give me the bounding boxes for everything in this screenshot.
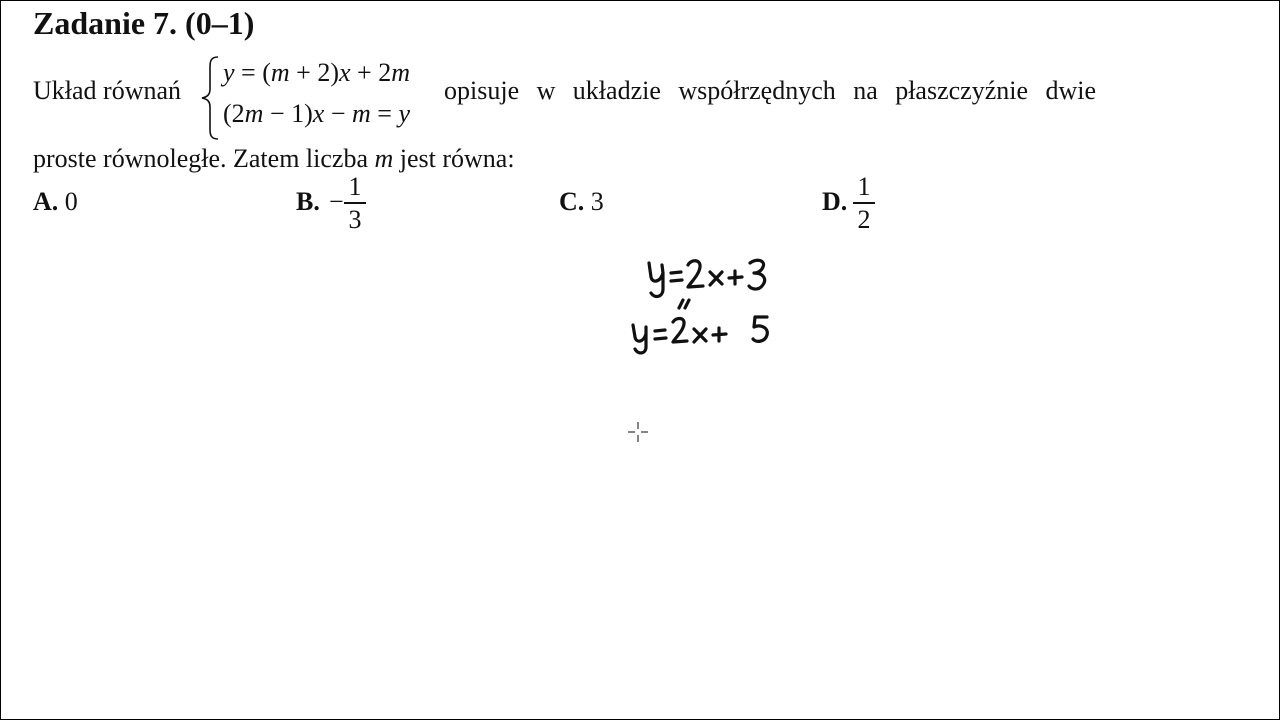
equation-system bbox=[199, 55, 439, 141]
answer-b-sign: − bbox=[329, 187, 344, 216]
left-brace-icon bbox=[199, 55, 221, 141]
task-text-after-system: opisuje w układzie współrzędnych na płaszczyźnie dwie bbox=[444, 76, 1096, 105]
equation-1: y = (m + 2)x + 2m bbox=[223, 58, 410, 87]
task-text-line-2: proste równoległe. Zatem liczba m jest równa: bbox=[33, 144, 515, 173]
answer-b: B. bbox=[296, 187, 320, 216]
answer-c: C. 3 bbox=[559, 187, 604, 216]
answer-d: D. bbox=[822, 187, 848, 216]
task-intro-text: Układ równań bbox=[33, 76, 182, 105]
answer-a: A. 0 bbox=[33, 187, 78, 216]
crosshair-cursor-icon bbox=[627, 421, 649, 443]
answer-b-fraction: 1 3 bbox=[344, 173, 366, 234]
task-title: Zadanie 7. (0–1) bbox=[33, 5, 255, 41]
answer-d-fraction: 1 2 bbox=[853, 173, 875, 234]
handwritten-notes bbox=[621, 251, 791, 361]
equation-2: (2m − 1)x − m = y bbox=[223, 99, 410, 128]
